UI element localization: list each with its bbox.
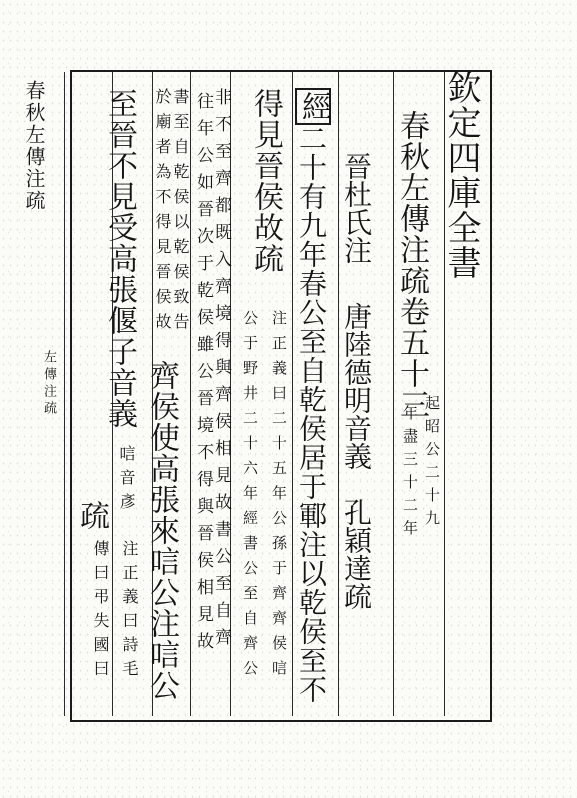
main-text: 至晉不見受高張偃子音義	[102, 88, 137, 429]
library-title: 欽定四庫全書	[441, 70, 481, 280]
note-text: 於廟者為不得見晉侯故	[153, 88, 172, 338]
commentator: 晉杜氏注	[340, 152, 373, 264]
jing-text: 二十有九年春公至自乾侯居于鄆注以乾侯至不	[295, 124, 328, 704]
main-text: 齊侯使高張來唁公注唁公	[144, 360, 179, 701]
shu-label: 疏	[74, 500, 109, 531]
era-note: 起昭公二十九	[423, 395, 441, 533]
commentator: 孔穎達疏	[340, 498, 373, 610]
commentator: 唐陸德明音義	[340, 302, 373, 470]
book-title: 春秋左傳注疏卷五十三	[394, 110, 429, 420]
margin-abbrev: 左傳注疏	[41, 350, 56, 418]
column-rule	[190, 72, 191, 716]
column-rule	[292, 72, 293, 716]
note-text: 往年公如晉次于乾侯雖公晉境不得與晉侯相見故	[193, 92, 213, 659]
column-rule	[338, 72, 339, 716]
note-text: 書至自乾侯以乾侯致告	[171, 88, 190, 338]
jing-label: 經	[295, 88, 331, 125]
main-text: 得見晉侯故疏	[248, 88, 283, 274]
note-text: 傳曰弔失國曰	[91, 540, 110, 684]
note-text: 注正義曰二十五年公孫于齊齊侯唁	[270, 310, 288, 685]
note-text: 注正義曰詩毛	[120, 540, 139, 684]
note-text: 公于野井二十六年經書公至自齊公	[241, 310, 259, 685]
margin-title: 春秋左傳注疏	[22, 80, 46, 212]
era-note: 年盡三十二年	[401, 405, 419, 543]
note-text: 非不至齊都既入齊境得與齊侯相見故書公至自齊	[211, 88, 231, 655]
note-text: 唁音彥	[117, 445, 136, 517]
